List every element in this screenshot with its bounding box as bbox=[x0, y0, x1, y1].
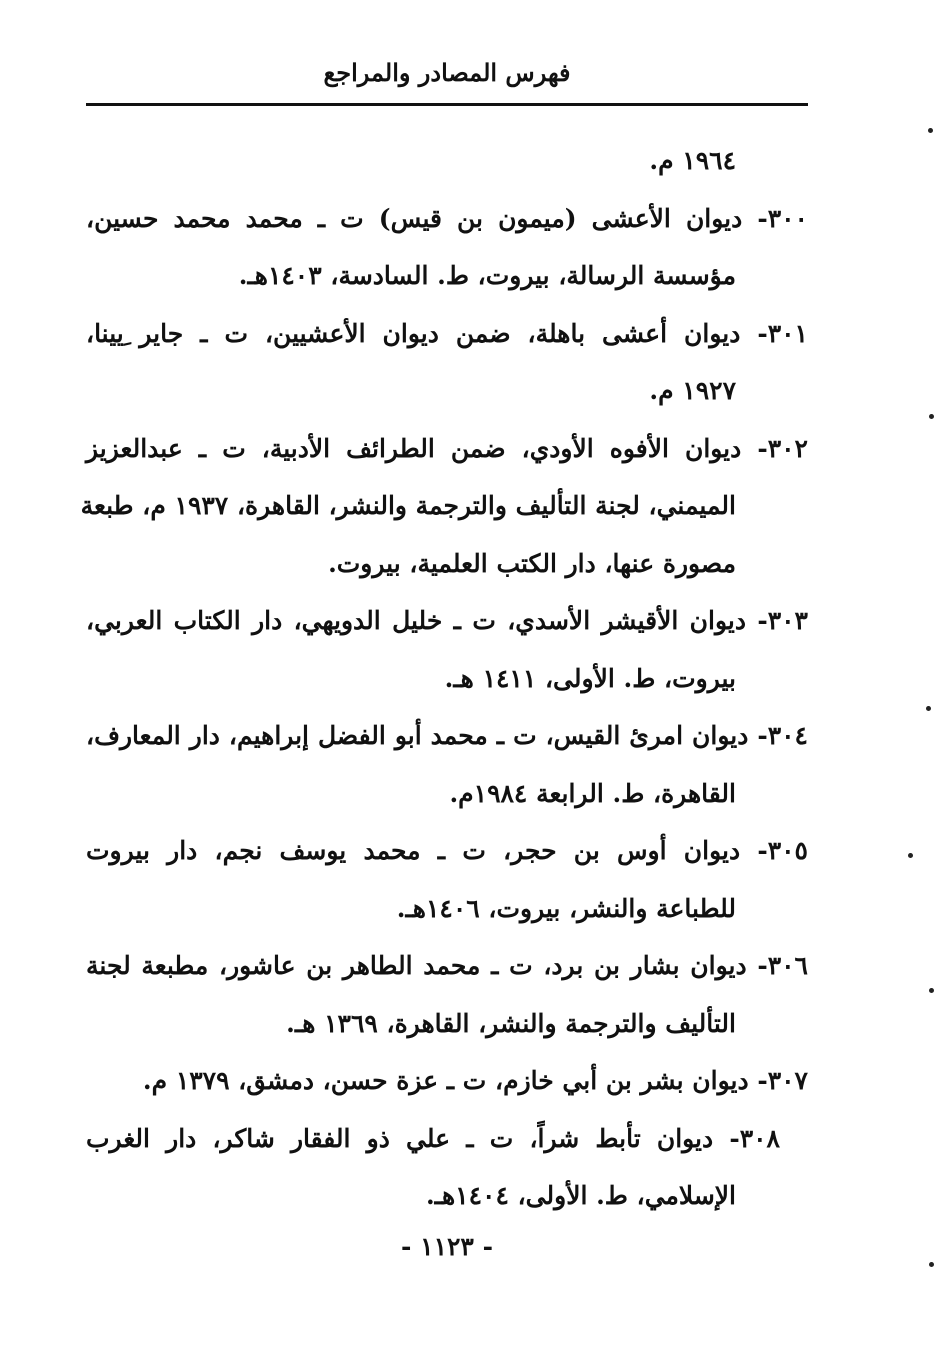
bibliography-body bbox=[80, 132, 808, 1225]
scan-speck bbox=[926, 706, 931, 711]
entry-308-line-1: ٣٠٨- ديوان تأبط شراً، ت ـ علي ذو الفقار شاكر، دار الغرب bbox=[86, 1123, 780, 1153]
entry-308-line-2: الإسلامي، ط. الأولى، ١٤٠٤هـ. bbox=[425, 1181, 736, 1210]
entry-305-line-2: للطباعة والنشر، بيروت، ١٤٠٦هـ. bbox=[396, 893, 736, 923]
scan-speck bbox=[908, 853, 913, 858]
entry-303-line-1: ٣٠٣- ديوان الأقيشر الأسدي، ت ـ خليل الدويهي، دار الكتاب العربي، bbox=[86, 606, 808, 635]
scan-speck bbox=[928, 128, 933, 133]
entry-306-line-1: ٣٠٦- ديوان بشار بن برد، ت ـ محمد الطاهر بن عاشور، مطبعة لجنة bbox=[86, 951, 808, 980]
entry-302-line-3: مصورة عنها، دار الكتب العلمية، بيروت. bbox=[328, 548, 736, 578]
entry-302-line-2: الميمني، لجنة التأليف والترجمة والنشر، القاهرة، ١٩٣٧ م، طبعة bbox=[80, 491, 736, 520]
entry-300-line-2: مؤسسة الرسالة، بيروت، ط. السادسة، ١٤٠٣هـ. bbox=[238, 261, 736, 290]
page-number: - ١١٢٣ - bbox=[401, 1232, 493, 1261]
entry-300-line-1: ٣٠٠- ديوان الأعشى (ميمون بن قيس) ت ـ محمد محمد حسين، bbox=[86, 203, 808, 233]
scan-speck bbox=[929, 414, 934, 419]
entry-304-line-2: القاهرة، ط. الرابعة ١٩٨٤م. bbox=[449, 778, 736, 808]
header-rule bbox=[86, 103, 808, 106]
entry-299-continuation: ١٩٦٤ م. bbox=[649, 146, 736, 175]
entry-301-line-2: ١٩٢٧ م. bbox=[649, 376, 736, 405]
entry-304-line-1: ٣٠٤- ديوان امرئ القيس، ت ـ محمد أبو الفضل إبراهيم، دار المعارف، bbox=[86, 721, 808, 750]
entry-302-line-1: ٣٠٢- ديوان الأفوه الأودي، ضمن الطرائف الأدبية، ت ـ عبدالعزيز bbox=[86, 433, 808, 463]
entry-303-line-2: بيروت، ط. الأولى، ١٤١١ هـ. bbox=[444, 663, 736, 693]
entry-301-line-1: ٣٠١- ديوان أعشى باهلة، ضمن ديوان الأعشيين، ت ـ جاير ِيينا، bbox=[86, 318, 808, 348]
entry-306-line-2: التأليف والترجمة والنشر، القاهرة، ١٣٦٩ هـ. bbox=[286, 1008, 736, 1038]
entry-305-line-1: ٣٠٥- ديوان أوس بن حجر، ت ـ محمد يوسف نجم، دار بيروت bbox=[86, 836, 808, 865]
entry-307-line-1: ٣٠٧- ديوان بشر بن أبي خازم، ت ـ عزة حسن، دمشق، ١٣٧٩ م. bbox=[142, 1066, 808, 1095]
running-head-title: فهرس المصادر والمراجع bbox=[323, 58, 571, 87]
scan-speck bbox=[929, 1262, 934, 1267]
scan-speck bbox=[929, 988, 934, 993]
